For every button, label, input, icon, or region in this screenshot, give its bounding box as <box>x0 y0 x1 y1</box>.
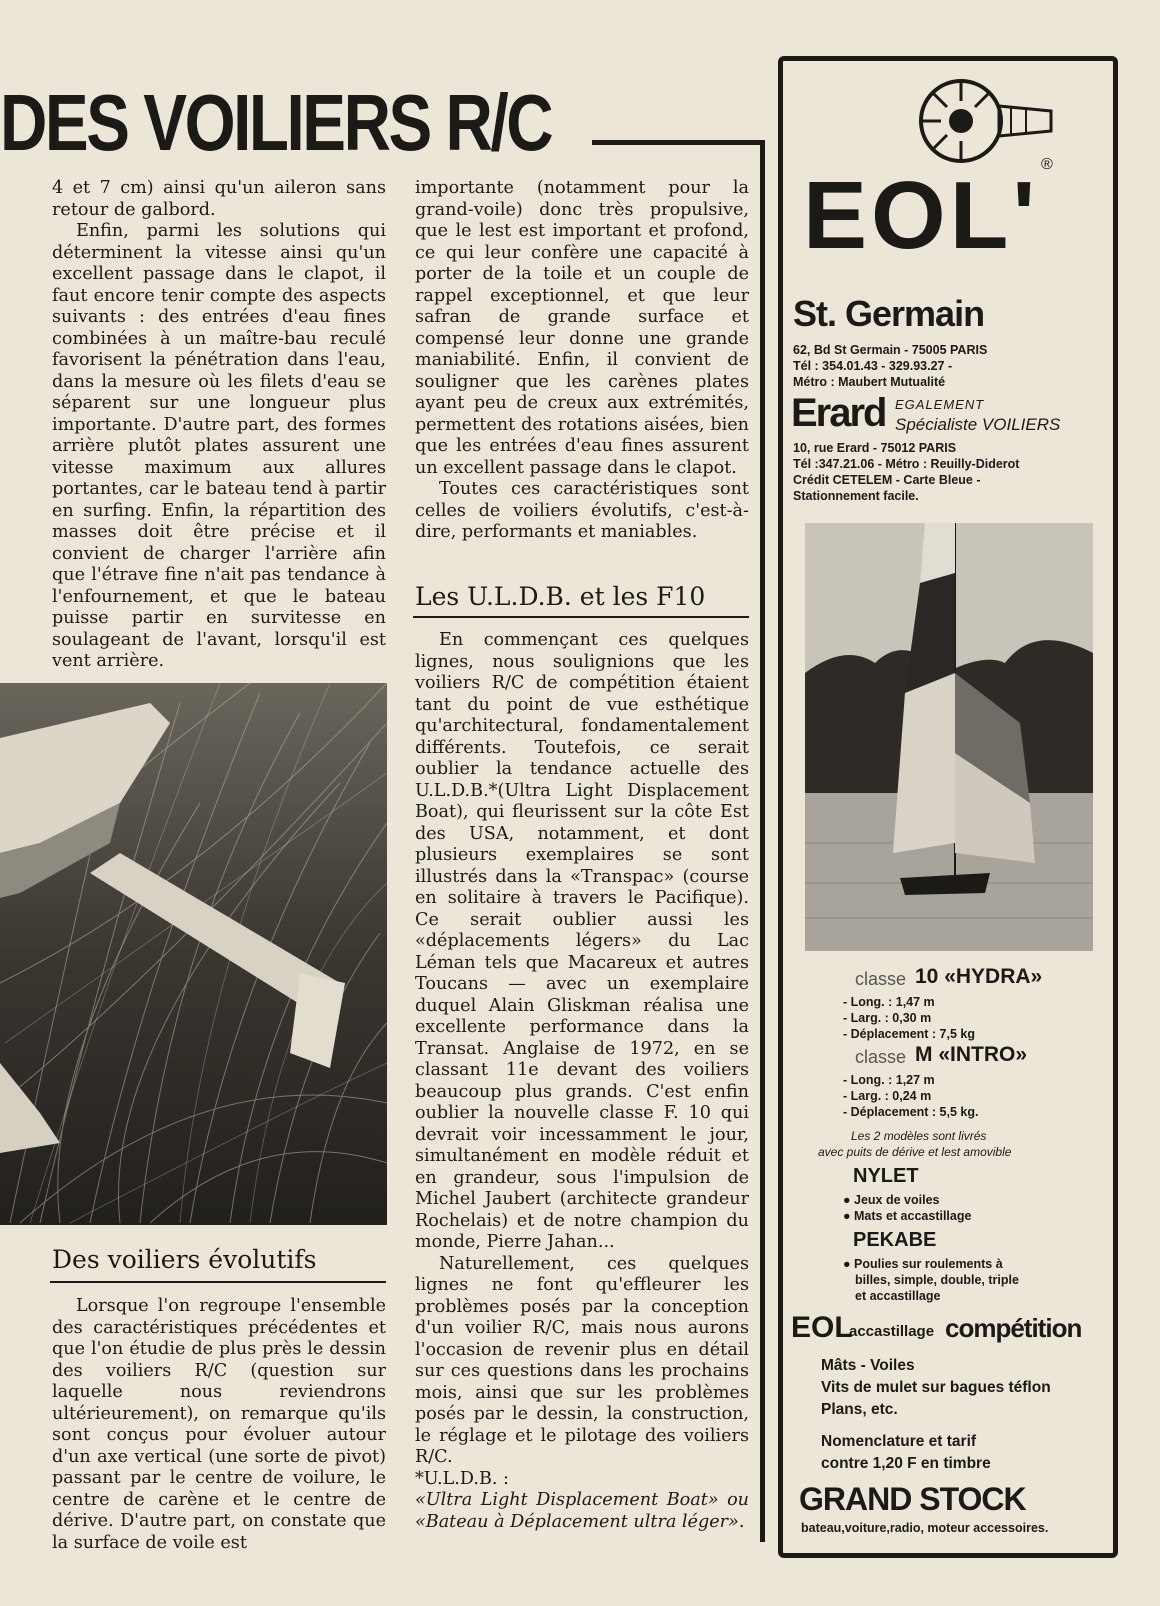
eol-short: EOL <box>791 1311 853 1344</box>
store-st-germain-address: 62, Bd St Germain - 75005 PARIS <box>793 343 988 357</box>
store-erard-also: EGALEMENT <box>895 397 985 412</box>
column-rule-right <box>760 140 765 1542</box>
nylet-item: ● Mats et accastillage <box>843 1209 972 1223</box>
class1-prefix: classe <box>855 969 907 989</box>
page-headline: DES VOILIERS R/C <box>0 78 552 167</box>
column-1-text <box>52 178 386 673</box>
photo-illustration <box>0 683 387 1225</box>
competition-label: compétition <box>945 1313 1082 1343</box>
service-item: Plans, etc. <box>821 1401 898 1418</box>
store-st-germain-metro: Métro : Maubert Mutualité <box>793 375 946 389</box>
paragraph: Lorsque l'on regroupe l'ensemble des caractéristiques précédentes et que l'on étudie de plus près le dessin des voiliers R/C (question sur laquelle nous reviendrons ultérieurement), on remarque qu'ils sont conçus pour évoluer autour d'un axe vertical (une sorte de pivot) passant par le centre de voilure, le centre de carène et le centre de dérive. D'autre part, on constate que la surface de voile est <box>52 1296 386 1553</box>
section-rule-evolutifs <box>50 1281 386 1283</box>
paragraph: Toutes ces caractéristiques sont celles de voiliers évolutifs, c'est-à-dire, performants et maniables. <box>415 479 749 542</box>
section-text-uldb <box>415 630 749 1533</box>
nomenclature-line: contre 1,20 F en timbre <box>821 1455 991 1472</box>
models-note: Les 2 modèles sont livrés <box>851 1129 987 1143</box>
pekabe-brand: PEKABE <box>853 1229 937 1251</box>
section-rule-uldb <box>413 616 749 618</box>
store-erard-specialty: Spécialiste VOILIERS <box>895 415 1061 434</box>
store-erard-name: Erard <box>791 391 886 435</box>
class2-spec: - Larg. : 0,24 m <box>843 1089 932 1103</box>
store-erard-parking: Stationnement facile. <box>793 489 919 503</box>
registered-mark: ® <box>1041 156 1053 173</box>
eol-logo: EOL' <box>803 162 1040 269</box>
nylet-item: ● Jeux de voiles <box>843 1193 940 1207</box>
class1-spec: - Déplacement : 7,5 kg <box>843 1027 975 1041</box>
paragraph: Naturellement, ces quelques lignes ne font qu'effleurer les problèmes posés par la conception d'un voilier R/C, mais nous aurons l'occasion de revenir plus en détail sur ces questions dans les prochains mois, ainsi que sur les problèmes posés par le dessin, la construction, le réglage et le pilotage des voiliers R/C. <box>415 1253 749 1467</box>
paragraph: importante (notamment pour la grand-voile) donc très propulsive, que le lest est important et profond, ce qui leur confère une capacité à porter de la toile et un couple de rappel exceptionnel, et que leur safran de grande surface et compensé leur donne une grande maniabilité. Enfin, il convient de souligner que les carènes plates ayant peu de creux aux extrémités, permettent des rotations aisées, bien que les entrées d'eau fines assurent un excellent passage dans le clapot. <box>415 178 749 478</box>
pekabe-item: et accastillage <box>855 1289 941 1303</box>
section-title-uldb: Les U.L.D.B. et les F10 <box>415 582 706 611</box>
service-item: Vits de mulet sur bagues téflon <box>821 1379 1051 1396</box>
store-erard-address: 10, rue Erard - 75012 PARIS <box>793 441 957 455</box>
class2-spec: - Long. : 1,27 m <box>843 1073 935 1087</box>
store-st-germain-name: St. Germain <box>793 293 985 334</box>
store-erard-tel: Tél :347.21.06 - Métro : Reuilly-Diderot <box>793 457 1020 471</box>
footnote-label: *U.L.D.B. : <box>415 1468 509 1489</box>
accastillage-label: accastillage <box>849 1323 935 1340</box>
grand-stock-subtitle: bateau,voiture,radio, moteur accessoires. <box>801 1521 1049 1535</box>
models-note: avec puits de dérive et lest amovible <box>818 1145 1012 1159</box>
column-2-text <box>415 178 749 544</box>
class2-spec: - Déplacement : 5,5 kg. <box>843 1105 979 1119</box>
headline-rule <box>592 140 765 145</box>
store-erard-credit: Crédit CETELEM - Carte Bleue - <box>793 473 981 487</box>
class1-name: 10 «HYDRA» <box>915 965 1043 988</box>
paragraph: En commençant ces quelques lignes, nous soulignions que les voiliers R/C de compétition étaient tant du point de vue esthétique qu'architectural, fondamentalement différents. Toutefois, ce serait oublier la tendance actuelle des U.L.D.B.*(Ultra Light Displacement Boat), qui fleurissent sur la côte Est des USA, notamment, et dont plusieurs exemplaires se sont illustrés dans la «Transpac» (course en solitaire à travers le Pacifique). Ce serait oublier aussi les «déplacements légers» du Lac Léman tels que Macareux et autres Toucans — avec un exemplaire duquel Alain Gliskman réalisa une excellente performance dans la Transat. Anglaise de 1972, en se classant 11e devant des voiliers beaucoup plus grands. C'est enfin oublier la nouvelle classe F. 10 qui devrait voir incessamment le jour, simultanément en modèle réduit et en grandeur, sous l'impulsion de Michel Jaubert (architecte grandeur Rochelais) et de notre champion du monde, Pierre Jahan... <box>415 630 749 1252</box>
sailboat-photo <box>805 523 1093 951</box>
section-title-evolutifs: Des voiliers évolutifs <box>52 1245 317 1274</box>
nylet-brand: NYLET <box>853 1165 919 1187</box>
eol-advertisement <box>778 56 1118 1558</box>
section-text-evolutifs <box>52 1296 386 1554</box>
paragraph: Enfin, parmi les solutions qui déterminent la vitesse ainsi qu'un excellent passage dans le clapot, il faut encore tenir compte des aspects suivants : des entrées d'eau fines combinées à un maître-bau reculé favorisent la pénétration dans l'eau, dans la mesure où les filets d'eau se séparent sur une longueur plus importante. D'autre part, des formes arrière plutôt plates assurent une vitesse maximum aux allures portantes, car le bateau tend à partir en surfing. Enfin, la répartition des masses doit être précise et il convient de charger l'arrière afin que l'étrave fine n'ait pas tendance à l'enfournement, et que le bateau puisse partir en survitesse en soulageant de l'avant, lorsqu'il est vent arrière. <box>52 221 386 671</box>
nomenclature-line: Nomenclature et tarif <box>821 1433 977 1450</box>
class2-name: M «INTRO» <box>915 1043 1028 1066</box>
class2-prefix: classe <box>855 1047 907 1067</box>
photo-model-in-grass <box>0 683 387 1225</box>
class1-spec: - Larg. : 0,30 m <box>843 1011 932 1025</box>
service-item: Mâts - Voiles <box>821 1357 915 1374</box>
class1-spec: - Long. : 1,47 m <box>843 995 935 1009</box>
pekabe-item: ● Poulies sur roulements à <box>843 1257 1003 1271</box>
jet-engine-icon <box>911 71 1061 171</box>
pekabe-item: billes, simple, double, triple <box>855 1273 1019 1287</box>
grand-stock-label: GRAND STOCK <box>799 1481 1026 1517</box>
paragraph: 4 et 7 cm) ainsi qu'un aileron sans retour de galbord. <box>52 178 386 220</box>
store-st-germain-tel: Tél : 354.01.43 - 329.93.27 - <box>793 359 953 373</box>
footnote-text: «Ultra Light Displacement Boat» ou «Bateau à Déplacement ultra léger». <box>415 1490 749 1532</box>
